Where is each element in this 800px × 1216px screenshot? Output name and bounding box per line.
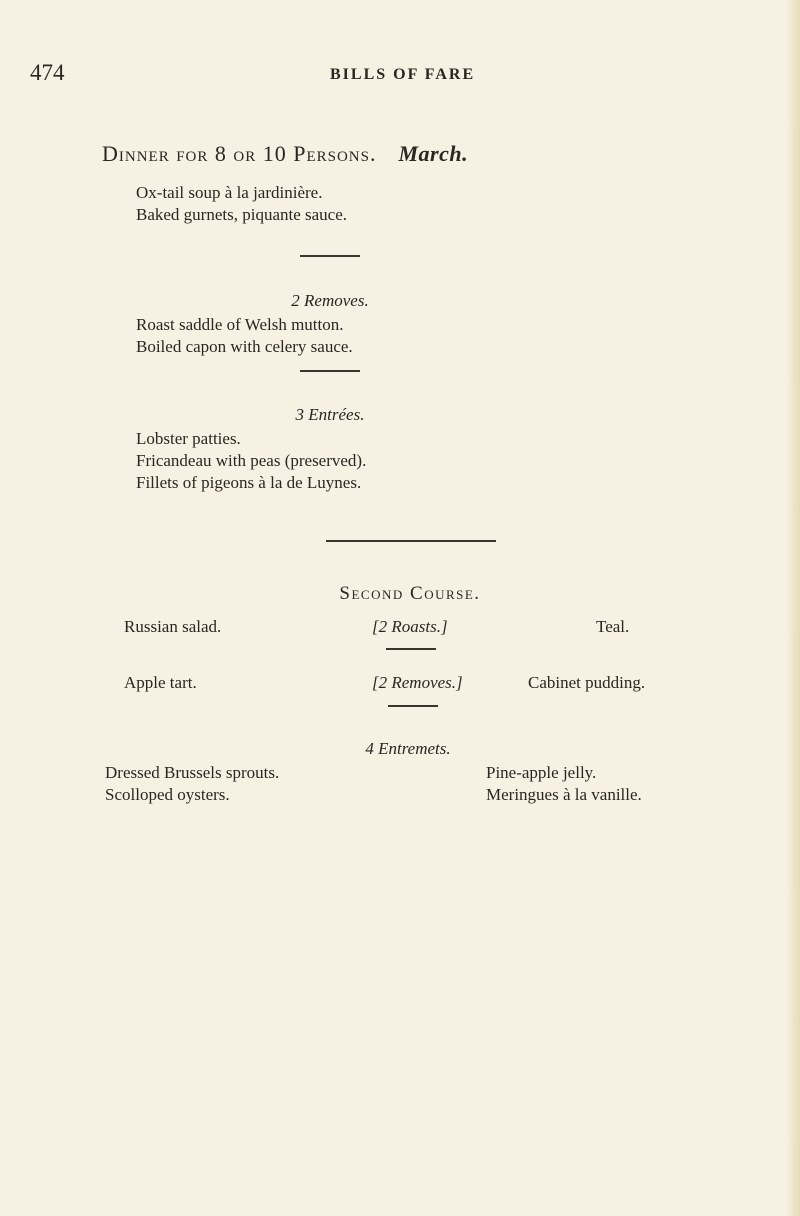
section-divider [386,648,436,650]
entrees-item: Fillets of pigeons à la de Luynes. [136,473,362,492]
second-course-heading [210,583,610,605]
first-course-item: Baked gurnets, piquante sauce. [136,205,348,224]
second-course-row2-center: [2 Removes.] [372,673,463,692]
course-divider [326,540,496,542]
first-course-item: Ox-tail soup à la jardinière. [136,183,323,202]
second-course-heading-text: Second Course. [339,583,481,604]
entremets-item-left: Dressed Brussels sprouts. [105,763,280,782]
section-divider [388,705,438,707]
entrees-item: Fricandeau with peas (preserved). [136,451,367,470]
section-divider [300,255,360,257]
entremets-item-left: Scolloped oysters. [105,785,230,804]
second-course-row1-right: Teal. [596,617,630,636]
menu-title [102,141,468,167]
second-course-row2-left: Apple tart. [124,673,197,692]
entremets-heading-text: 4 Entremets. [365,739,451,758]
entrees-item: Lobster patties. [136,429,241,448]
removes-item: Roast saddle of Welsh mutton. [136,315,344,334]
second-course-row2-right: Cabinet pudding. [528,673,646,692]
entremets-item-right: Pine-apple jelly. [486,763,597,782]
second-course-row1-center: [2 Roasts.] [372,617,448,636]
section-divider [300,370,360,372]
removes-heading-text: 2 Removes. [291,291,369,310]
removes-item: Boiled capon with celery sauce. [136,337,353,356]
entrees-heading [130,405,530,425]
menu-month: March. [398,141,469,166]
running-head: BILLS OF FARE [330,66,476,83]
page-edge-shade [786,0,800,1216]
entrees-heading-text: 3 Entrées. [295,405,365,424]
second-course-row1-left: Russian salad. [124,617,222,636]
entremets-heading [208,739,608,759]
page-number: 474 [30,60,65,85]
removes-heading [130,291,530,311]
menu-title-text: Dinner for 8 or 10 Persons. [102,141,377,166]
entremets-item-right: Meringues à la vanille. [486,785,642,804]
